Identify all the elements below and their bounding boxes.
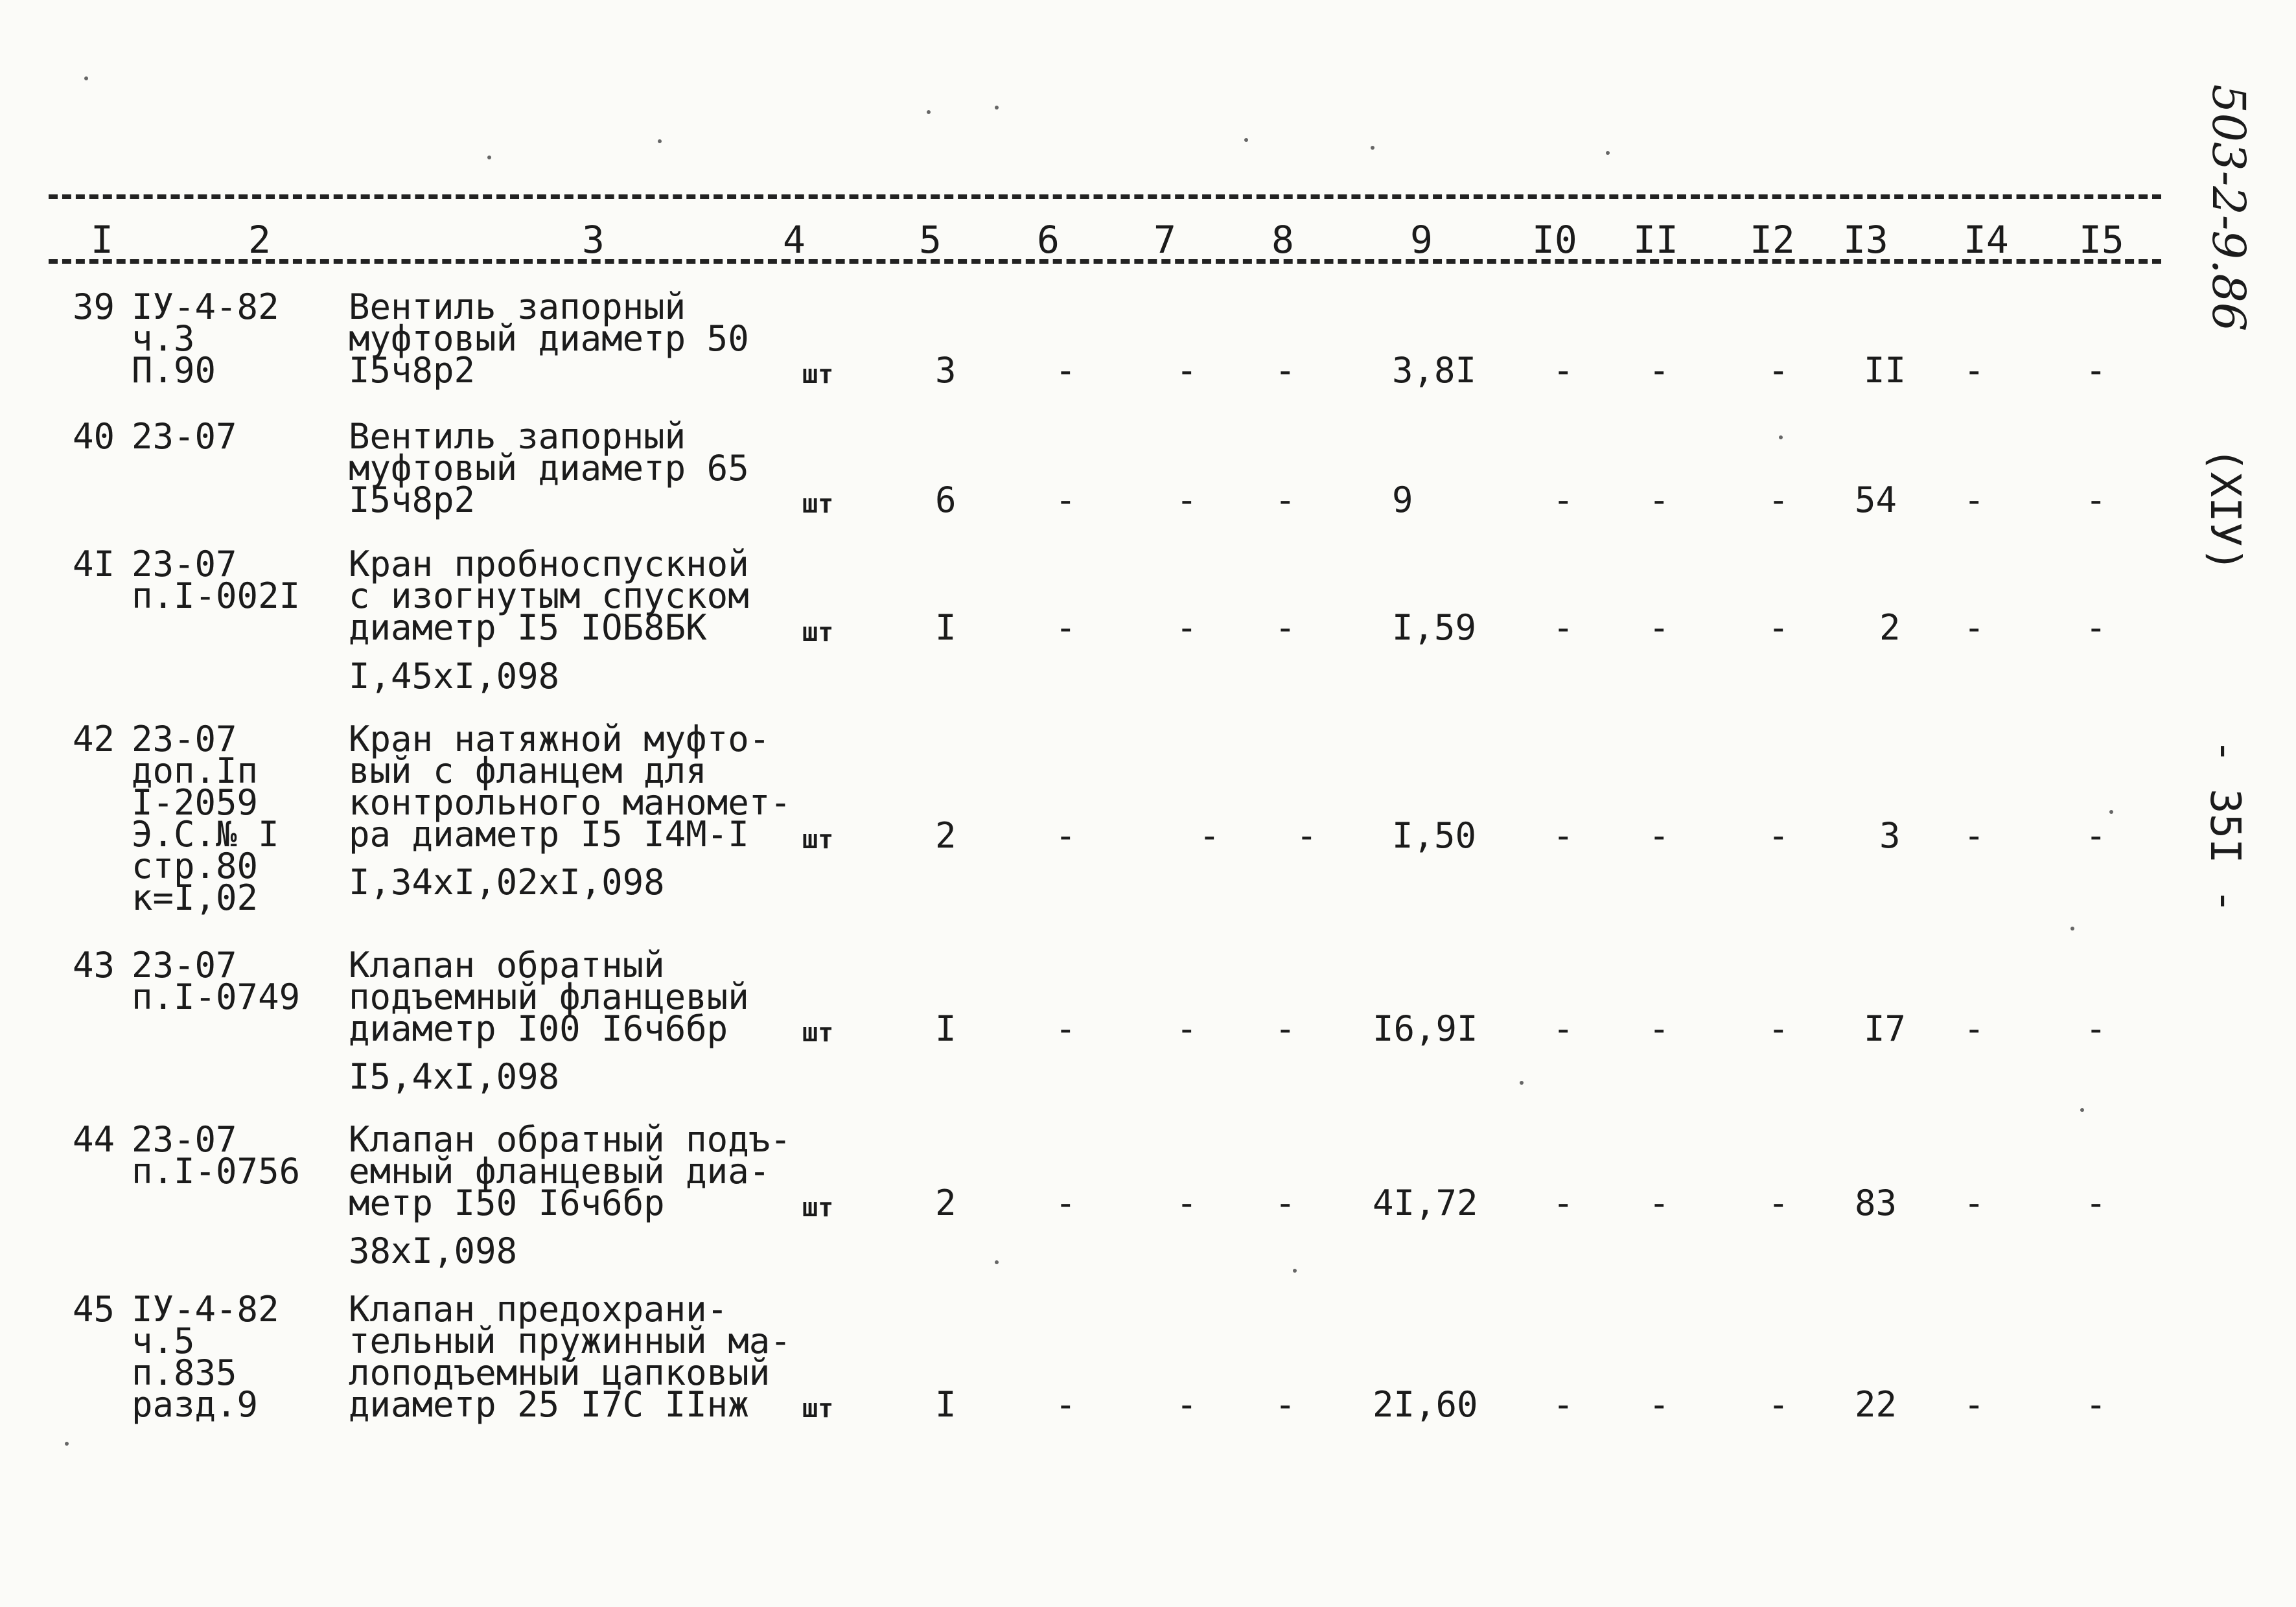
col9-cell: 2I,60 (1373, 1384, 1478, 1425)
col11-cell: - (1649, 350, 1670, 391)
col12-cell: - (1768, 607, 1789, 648)
ref-line: ч.3 (132, 318, 195, 359)
col-header-7: 7 (1154, 218, 1176, 262)
unit-cell: шт (802, 1193, 834, 1223)
ref-line: 23-07 (132, 719, 237, 759)
qty-cell: 2 (935, 1183, 957, 1223)
col-header-11: II (1633, 218, 1678, 262)
col7-cell: - (1176, 1008, 1198, 1049)
col9-cell: I,59 (1392, 607, 1477, 648)
row-number: 4I (73, 544, 115, 584)
qty-cell: 3 (935, 350, 957, 391)
ref-line: 23-07 (132, 945, 237, 986)
qty-cell: I (935, 607, 957, 648)
col13-cell: 83 (1855, 1183, 1897, 1223)
row-number: 45 (73, 1289, 115, 1330)
ref-line: п.I-002I (132, 575, 301, 616)
col6-cell: - (1055, 1384, 1076, 1425)
col14-cell: - (1964, 1384, 1985, 1425)
col11-cell: - (1649, 607, 1670, 648)
col6-cell: - (1055, 815, 1076, 856)
row-number: 40 (73, 416, 115, 457)
unit-cell: шт (802, 1394, 834, 1424)
col9-cell: 9 (1392, 480, 1413, 520)
ref-line: к=I,02 (132, 877, 259, 918)
col6-cell: - (1055, 480, 1076, 520)
name-line: Вентиль запорный (349, 286, 686, 327)
calc-line: I5,4xI,098 (349, 1056, 560, 1097)
col10-cell: - (1553, 350, 1574, 391)
col10-cell: - (1553, 1183, 1574, 1223)
unit-cell: шт (802, 618, 834, 647)
name-line: контрольного маномет- (349, 782, 791, 823)
ref-line: I-2059 (132, 782, 259, 823)
name-line: диаметр I5 IОБ8БК (349, 607, 707, 648)
col13-cell: 3 (1879, 815, 1901, 856)
ref-line: 23-07 (132, 544, 237, 584)
col14-cell: - (1964, 815, 1985, 856)
col-header-4: 4 (783, 218, 806, 262)
col12-cell: - (1768, 480, 1789, 520)
col11-cell: - (1649, 1384, 1670, 1425)
qty-cell: 6 (935, 480, 957, 520)
ref-line: стр.80 (132, 846, 259, 886)
unit-cell: шт (802, 825, 834, 855)
ref-line: П.90 (132, 350, 216, 391)
col-header-9: 9 (1410, 218, 1433, 262)
col7-cell: - (1176, 480, 1198, 520)
col-header-14: I4 (1964, 218, 2009, 262)
col8-cell: - (1275, 480, 1296, 520)
name-line: Вентиль запорный (349, 416, 686, 457)
col-header-2: 2 (248, 218, 271, 262)
name-line: Клапан обратный подъ- (349, 1119, 791, 1160)
col7-cell: - (1176, 1183, 1198, 1223)
qty-cell: I (935, 1008, 957, 1049)
col6-cell: - (1055, 1183, 1076, 1223)
col7-cell: - (1176, 1384, 1198, 1425)
calc-line: 38xI,098 (349, 1231, 518, 1271)
col8-cell: - (1275, 1008, 1296, 1049)
col12-cell: - (1768, 1008, 1789, 1049)
col8-cell: - (1275, 607, 1296, 648)
calc-line: I,45xI,098 (349, 656, 560, 697)
col8-cell: - (1275, 1384, 1296, 1425)
col13-cell: 22 (1855, 1384, 1897, 1425)
col9-cell: 4I,72 (1373, 1183, 1478, 1223)
col12-cell: - (1768, 815, 1789, 856)
document-code: 503-2-9.86 (2202, 84, 2255, 332)
col15-cell: - (2085, 1384, 2107, 1425)
ref-line: п.I-0756 (132, 1151, 301, 1192)
col13-cell: II (1864, 350, 1907, 391)
col12-cell: - (1768, 1183, 1789, 1223)
ref-line: п.835 (132, 1352, 237, 1393)
name-line: муфтовый диаметр 65 (349, 448, 749, 489)
col-header-5: 5 (919, 218, 942, 262)
name-line: подъемный фланцевый (349, 977, 749, 1017)
name-line: с изогнутым спуском (349, 575, 749, 616)
col12-cell: - (1768, 350, 1789, 391)
col-header-15: I5 (2079, 218, 2124, 262)
row-number: 39 (73, 286, 115, 327)
name-line: Кран натяжной муфто- (349, 719, 771, 759)
col13-cell: 2 (1879, 607, 1901, 648)
col6-cell: - (1055, 350, 1076, 391)
col6-cell: - (1055, 607, 1076, 648)
col15-cell: - (2085, 1008, 2107, 1049)
ref-line: п.I-0749 (132, 977, 301, 1017)
ref-line: разд.9 (132, 1384, 259, 1425)
col14-cell: - (1964, 1183, 1985, 1223)
col14-cell: - (1964, 607, 1985, 648)
col8-cell: - (1275, 1183, 1296, 1223)
col-header-1: I (91, 218, 113, 262)
col14-cell: - (1964, 350, 1985, 391)
name-line: муфтовый диаметр 50 (349, 318, 749, 359)
col12-cell: - (1768, 1384, 1789, 1425)
col15-cell: - (2085, 350, 2107, 391)
col11-cell: - (1649, 815, 1670, 856)
col6-cell: - (1055, 1008, 1076, 1049)
name-line: лоподъемный цапковый (349, 1352, 771, 1393)
ref-line: IУ-4-82 (132, 1289, 279, 1330)
ref-line: 23-07 (132, 1119, 237, 1160)
col10-cell: - (1553, 480, 1574, 520)
qty-cell: 2 (935, 815, 957, 856)
ref-line: 23-07 (132, 416, 237, 457)
unit-cell: шт (802, 360, 834, 389)
col13-cell: 54 (1855, 480, 1897, 520)
col-header-8: 8 (1271, 218, 1294, 262)
col10-cell: - (1553, 1384, 1574, 1425)
col7-cell: - (1176, 607, 1198, 648)
name-line: тельный пружинный ма- (349, 1321, 791, 1361)
col9-cell: 3,8I (1392, 350, 1477, 391)
name-line: Клапан обратный (349, 945, 665, 986)
col-header-6: 6 (1037, 218, 1060, 262)
qty-cell: I (935, 1384, 957, 1425)
album-number: (XIУ) (2201, 447, 2249, 572)
col-header-13: I3 (1843, 218, 1888, 262)
ref-line: ч.5 (132, 1321, 195, 1361)
col-header-12: I2 (1750, 218, 1795, 262)
col14-cell: - (1964, 480, 1985, 520)
col15-cell: - (2085, 607, 2107, 648)
header-top-rule (49, 194, 2161, 199)
name-line: Кран пробноспускной (349, 544, 749, 584)
col15-cell: - (2085, 815, 2107, 856)
col15-cell: - (2085, 480, 2107, 520)
name-line: Клапан предохрани- (349, 1289, 728, 1330)
name-line: метр I50 I6ч6бр (349, 1183, 665, 1223)
unit-cell: шт (802, 1018, 834, 1048)
calc-line: I,34xI,02xI,098 (349, 862, 665, 903)
name-line: вый с фланцем для (349, 750, 707, 791)
page-number: - 35I - (2201, 739, 2249, 914)
col8-cell: - (1275, 350, 1296, 391)
col-header-3: 3 (582, 218, 605, 262)
col7-cell: - (1199, 815, 1220, 856)
row-number: 43 (73, 945, 115, 986)
ref-line: доп.Iп (132, 750, 259, 791)
name-line: диаметр 25 I7С IIнж (349, 1384, 749, 1425)
col15-cell: - (2085, 1183, 2107, 1223)
row-number: 42 (73, 719, 115, 759)
col10-cell: - (1553, 1008, 1574, 1049)
name-line: ра диаметр I5 I4М-I (349, 814, 749, 855)
col11-cell: - (1649, 480, 1670, 520)
col-header-10: I0 (1532, 218, 1577, 262)
name-line: I5ч8р2 (349, 350, 476, 391)
unit-cell: шт (802, 489, 834, 519)
col11-cell: - (1649, 1008, 1670, 1049)
ref-line: Э.С.№ I (132, 814, 279, 855)
name-line: емный фланцевый диа- (349, 1151, 771, 1192)
row-number: 44 (73, 1119, 115, 1160)
col8-cell: - (1296, 815, 1317, 856)
col11-cell: - (1649, 1183, 1670, 1223)
col7-cell: - (1176, 350, 1198, 391)
col9-cell: I6,9I (1373, 1008, 1478, 1049)
name-line: I5ч8р2 (349, 480, 476, 520)
name-line: диаметр I00 I6ч6бр (349, 1008, 728, 1049)
col10-cell: - (1553, 815, 1574, 856)
col14-cell: - (1964, 1008, 1985, 1049)
col10-cell: - (1553, 607, 1574, 648)
ref-line: IУ-4-82 (132, 286, 279, 327)
col13-cell: I7 (1864, 1008, 1907, 1049)
col9-cell: I,50 (1392, 815, 1477, 856)
